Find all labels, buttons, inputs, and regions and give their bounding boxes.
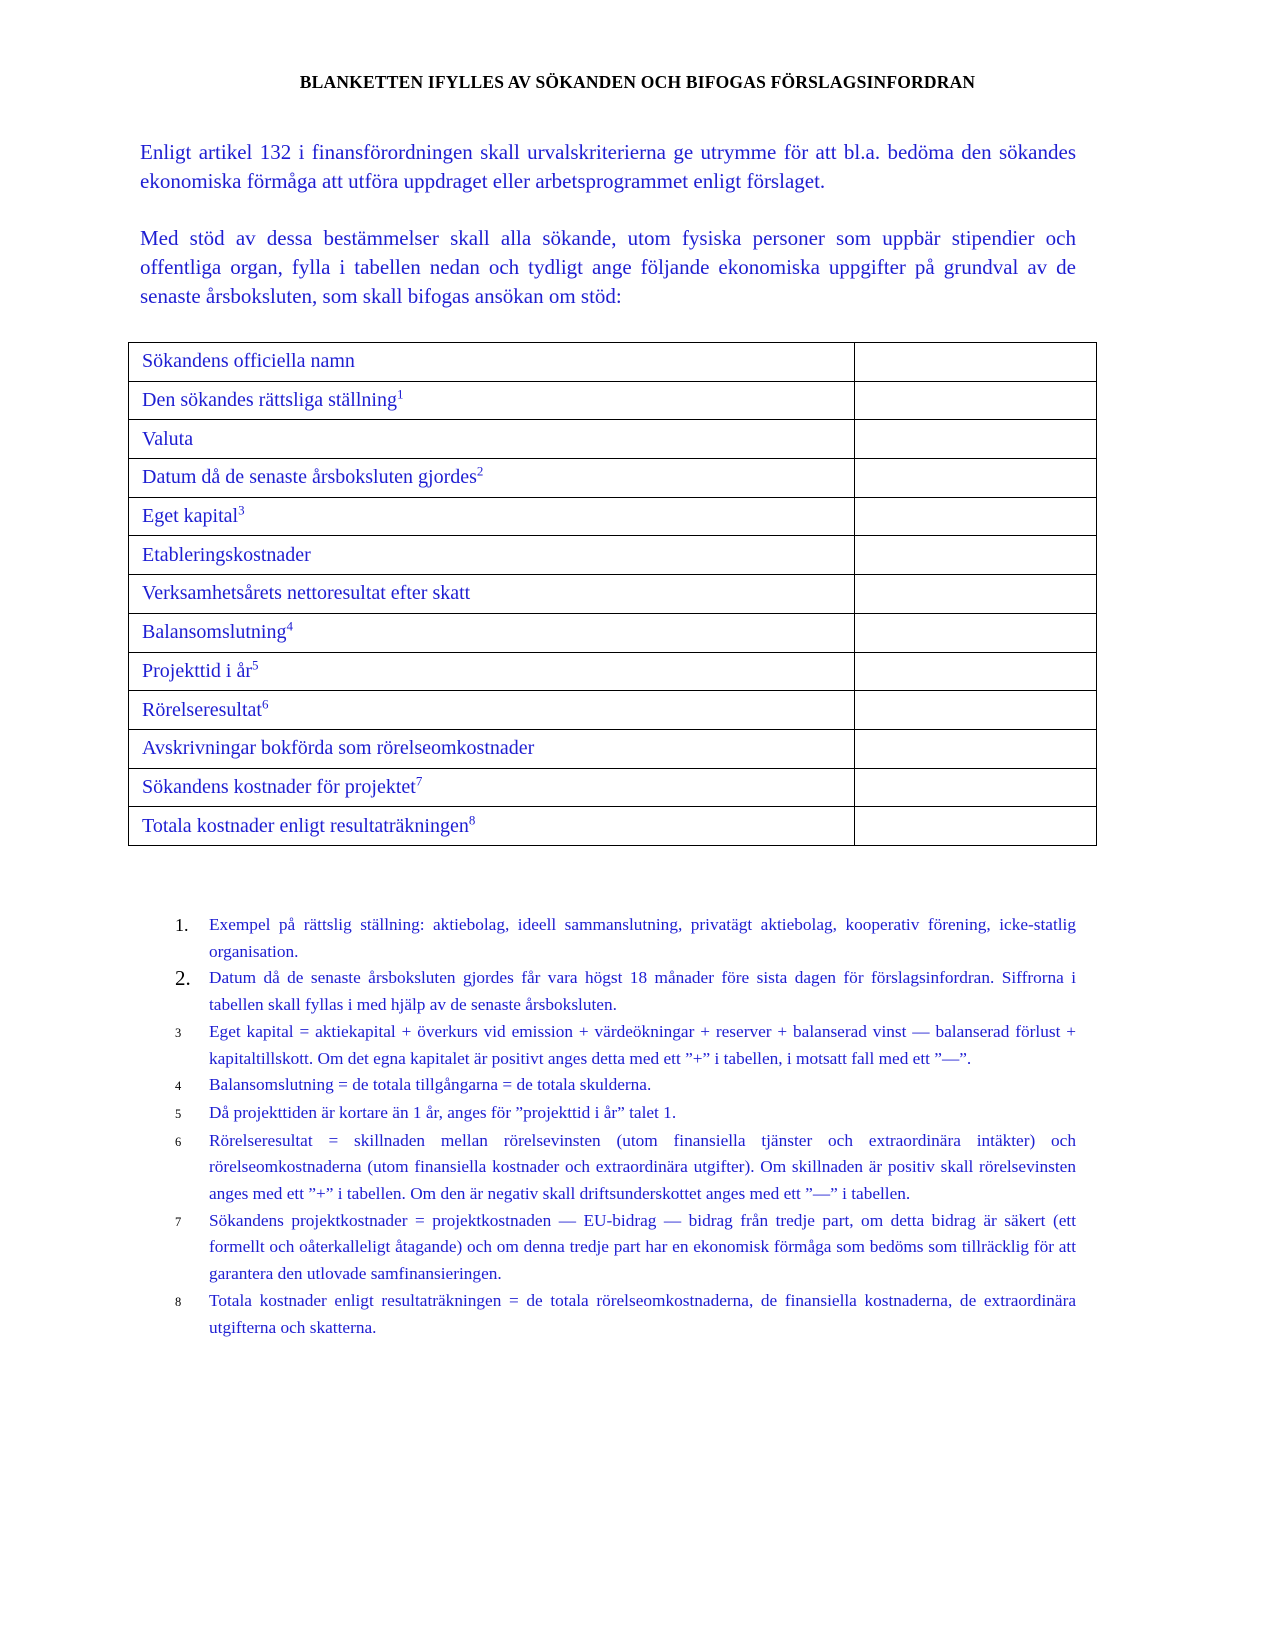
table-row [129, 459, 1097, 498]
row-label: Balansomslutning [142, 621, 287, 644]
row-label-cell [129, 729, 855, 768]
row-value-cell[interactable] [855, 729, 1097, 768]
footnote-text: Då projekttiden är kortare än 1 år, anges för ”projekttid i år” talet 1. [209, 1102, 677, 1122]
row-value-cell[interactable] [855, 575, 1097, 614]
footnote-ref: 1 [396, 386, 404, 402]
footnote-ref: 7 [415, 773, 423, 789]
row-label-cell [129, 343, 855, 382]
table-row [129, 381, 1097, 420]
footnote-2 [175, 965, 1076, 1018]
row-label: Valuta [142, 427, 194, 450]
footnote-6 [175, 1128, 1076, 1208]
footnote-number: 8 [175, 1294, 182, 1309]
footnote-4 [175, 1072, 1076, 1100]
footnote-8 [175, 1288, 1076, 1341]
row-label-cell [129, 807, 855, 846]
footnote-number: 6 [175, 1134, 182, 1149]
row-value-cell[interactable] [855, 497, 1097, 536]
footnote-number: 3 [175, 1025, 182, 1040]
table-row [129, 575, 1097, 614]
footnote-number: 1. [175, 915, 189, 935]
footnote-ref: 6 [261, 695, 269, 711]
footnote-text: Exempel på rättslig ställning: aktiebolag, ideell sammanslutning, privatägt aktiebolag, kooperativ förening, icke-statlig organisation. [209, 915, 1076, 961]
table-row [129, 497, 1097, 536]
footnote-number: 5 [175, 1106, 182, 1121]
row-value-cell[interactable] [855, 459, 1097, 498]
intro-paragraph-2: Med stöd av dessa bestämmelser skall alla sökande, utom fysiska personer som uppbär stipendier och offentliga organ, fylla i tabellen nedan och tydligt ange följande ekonomiska uppgifter på grundval av de senaste årsboksluten, som skall bifogas ansökan om stöd: [140, 226, 1076, 308]
row-label-cell [129, 691, 855, 730]
row-label-cell [129, 381, 855, 420]
row-label: Sökandens kostnader för projektet [142, 775, 416, 798]
row-label-cell [129, 536, 855, 575]
footnote-5 [175, 1100, 1076, 1128]
footnote-ref: 2 [476, 463, 484, 479]
table-row [129, 652, 1097, 691]
row-label: Projekttid i år [142, 659, 252, 682]
footnote-ref: 8 [468, 811, 476, 827]
row-value-cell[interactable] [855, 381, 1097, 420]
row-value-cell[interactable] [855, 343, 1097, 382]
footnotes-section [175, 912, 1076, 1341]
row-value-cell[interactable] [855, 691, 1097, 730]
footnote-ref: 4 [286, 618, 293, 634]
row-label: Datum då de senaste årsboksluten gjordes [142, 466, 477, 489]
table-row [129, 807, 1097, 846]
row-label-cell [129, 497, 855, 536]
footnote-3 [175, 1019, 1076, 1072]
row-value-cell[interactable] [855, 536, 1097, 575]
row-value-cell[interactable] [855, 652, 1097, 691]
row-label-cell [129, 652, 855, 691]
row-label-cell [129, 459, 855, 498]
financial-data-table [128, 342, 1097, 846]
footnote-1 [175, 912, 1076, 965]
footnote-7 [175, 1208, 1076, 1288]
row-value-cell[interactable] [855, 807, 1097, 846]
footnote-text: Balansomslutning = de totala tillgångarna = de totala skulderna. [209, 1075, 652, 1095]
row-label-cell [129, 768, 855, 807]
row-label: Avskrivningar bokförda som rörelseomkostnader [142, 737, 535, 760]
footnote-text: Rörelseresultat = skillnaden mellan rörelsevinsten (utom finansiella tjänster och extraordinära intäkter) och rörelseomkostnaderna (utom finansiella kostnader och extraordinära utgifter). Om skillnaden är positiv skall rörelsevinsten anges med ett ”+” i tabellen. Om den är negativ skall driftsunderskottet anges med ett ”—” i tabellen. [209, 1130, 1076, 1204]
footnote-ref: 5 [251, 657, 259, 673]
footnote-number: 4 [175, 1079, 182, 1094]
row-label: Totala kostnader enligt resultaträkningen [142, 814, 469, 837]
row-label: Sökandens officiella namn [142, 350, 355, 373]
row-label-cell [129, 613, 855, 652]
footnote-text: Eget kapital = aktiekapital + överkurs vid emission + värdeökningar + reserver + balanserad vinst — balanserad förlust + kapitaltillskott. Om det egna kapitalet är positivt anges detta med ett ”+” i tabellen, i motsatt fall med ett ”—”. [209, 1021, 1076, 1068]
footnote-number: 2. [175, 966, 191, 991]
table-row [129, 420, 1097, 459]
footnote-text: Totala kostnader enligt resultaträkningen = de totala rörelseomkostnaderna, de finansiella kostnaderna, de extraordinära utgifterna och skatterna. [209, 1290, 1076, 1337]
row-label: Verksamhetsårets nettoresultat efter skatt [142, 582, 471, 605]
row-value-cell[interactable] [855, 613, 1097, 652]
page-title: BLANKETTEN IFYLLES AV SÖKANDEN OCH BIFOGAS FÖRSLAGSINFORDRAN [299, 72, 976, 92]
table-row [129, 343, 1097, 382]
table-row [129, 768, 1097, 807]
table-row [129, 729, 1097, 768]
row-value-cell[interactable] [855, 768, 1097, 807]
row-value-cell[interactable] [855, 420, 1097, 459]
footnote-text: Sökandens projektkostnader = projektkostnaden — EU-bidrag — bidrag från tredje part, om detta bidrag är säkert (ett formellt och oåterkalleligt åtagande) och om denna tredje part har en ekonomisk förmåga som bedöms som tillräcklig för att garantera den utlovade samfinansieringen. [209, 1210, 1076, 1284]
row-label: Den sökandes rättsliga ställning [142, 389, 397, 412]
row-label-cell [129, 575, 855, 614]
row-label: Eget kapital [142, 505, 239, 528]
table-row [129, 613, 1097, 652]
footnote-text: Datum då de senaste årsboksluten gjordes får vara högst 18 månader före sista dagen för förslagsinfordran. Siffrorna i tabellen skall fyllas i med hjälp av de senaste årsboksluten. [209, 968, 1076, 1015]
intro-paragraph-1: Enligt artikel 132 i finansförordningen skall urvalskriterierna ge utrymme för att bl.a. bedöma den sökandes ekonomiska förmåga att utföra uppdraget eller arbetsprogrammet enligt förslaget. [140, 140, 1076, 193]
row-label-cell [129, 420, 855, 459]
footnote-ref: 3 [238, 502, 245, 518]
row-label: Rörelseresultat [142, 698, 262, 721]
table-row [129, 691, 1097, 730]
table-row [129, 536, 1097, 575]
row-label: Etableringskostnader [142, 543, 311, 566]
footnote-number: 7 [175, 1214, 182, 1229]
